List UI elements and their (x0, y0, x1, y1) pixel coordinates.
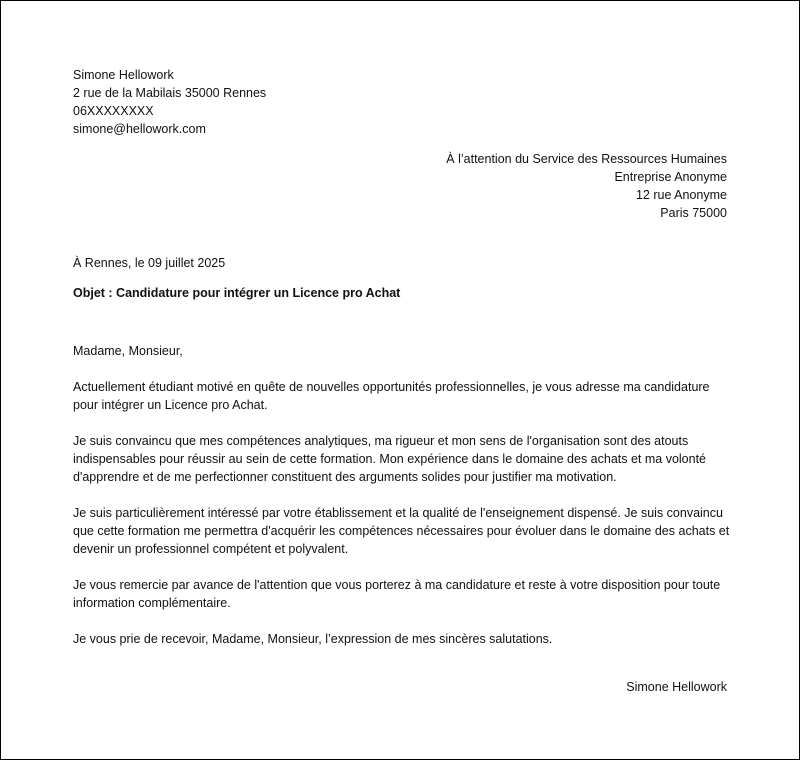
recipient-attention: À l’attention du Service des Ressources Humaines (446, 152, 727, 166)
letter-paragraph: Actuellement étudiant motivé en quête de nouvelles opportunités professionnelles, je vous adresse ma candidature pour intégrer un Licence pro Achat. (73, 380, 710, 412)
recipient-company: Entreprise Anonyme (614, 170, 727, 184)
letter-paragraph: Je vous remercie par avance de l'attention que vous porterez à ma candidature et reste à votre disposition pour toute information complémentaire. (73, 578, 721, 610)
sender-block (73, 66, 266, 138)
recipient-block (446, 150, 727, 222)
letter-signature: Simone Hellowork (626, 680, 727, 694)
letter-body (73, 342, 733, 666)
recipient-city: Paris 75000 (660, 206, 727, 220)
letter-date: À Rennes, le 09 juillet 2025 (73, 256, 226, 270)
letter-subject: Objet : Candidature pour intégrer un Licence pro Achat (73, 286, 401, 300)
sender-name: Simone Hellowork (73, 68, 174, 82)
letter-greeting: Madame, Monsieur, (73, 344, 183, 358)
letter-paragraph: Je suis particulièrement intéressé par votre établissement et la qualité de l'enseignement dispensé. Je suis convaincu que cette formation me permettra d'acquérir les compétences nécessaires pour évoluer dans le domaine des achats et devenir un professionnel compétent et polyvalent. (73, 506, 730, 556)
sender-phone: 06XXXXXXXX (73, 104, 154, 118)
letter-paragraph: Je suis convaincu que mes compétences analytiques, ma rigueur et mon sens de l'organisation sont des atouts indispensables pour réussir au sein de cette formation. Mon expérience dans le domaine des achats et ma volonté d'apprendre et de me perfectionner constituent des arguments solides pour justifier ma motivation. (73, 434, 707, 484)
letter-closing: Je vous prie de recevoir, Madame, Monsieur, l’expression de mes sincères salutations. (73, 632, 553, 646)
sender-address: 2 rue de la Mabilais 35000 Rennes (73, 86, 267, 100)
sender-email: simone@hellowork.com (73, 122, 206, 136)
recipient-street: 12 rue Anonyme (635, 188, 727, 202)
